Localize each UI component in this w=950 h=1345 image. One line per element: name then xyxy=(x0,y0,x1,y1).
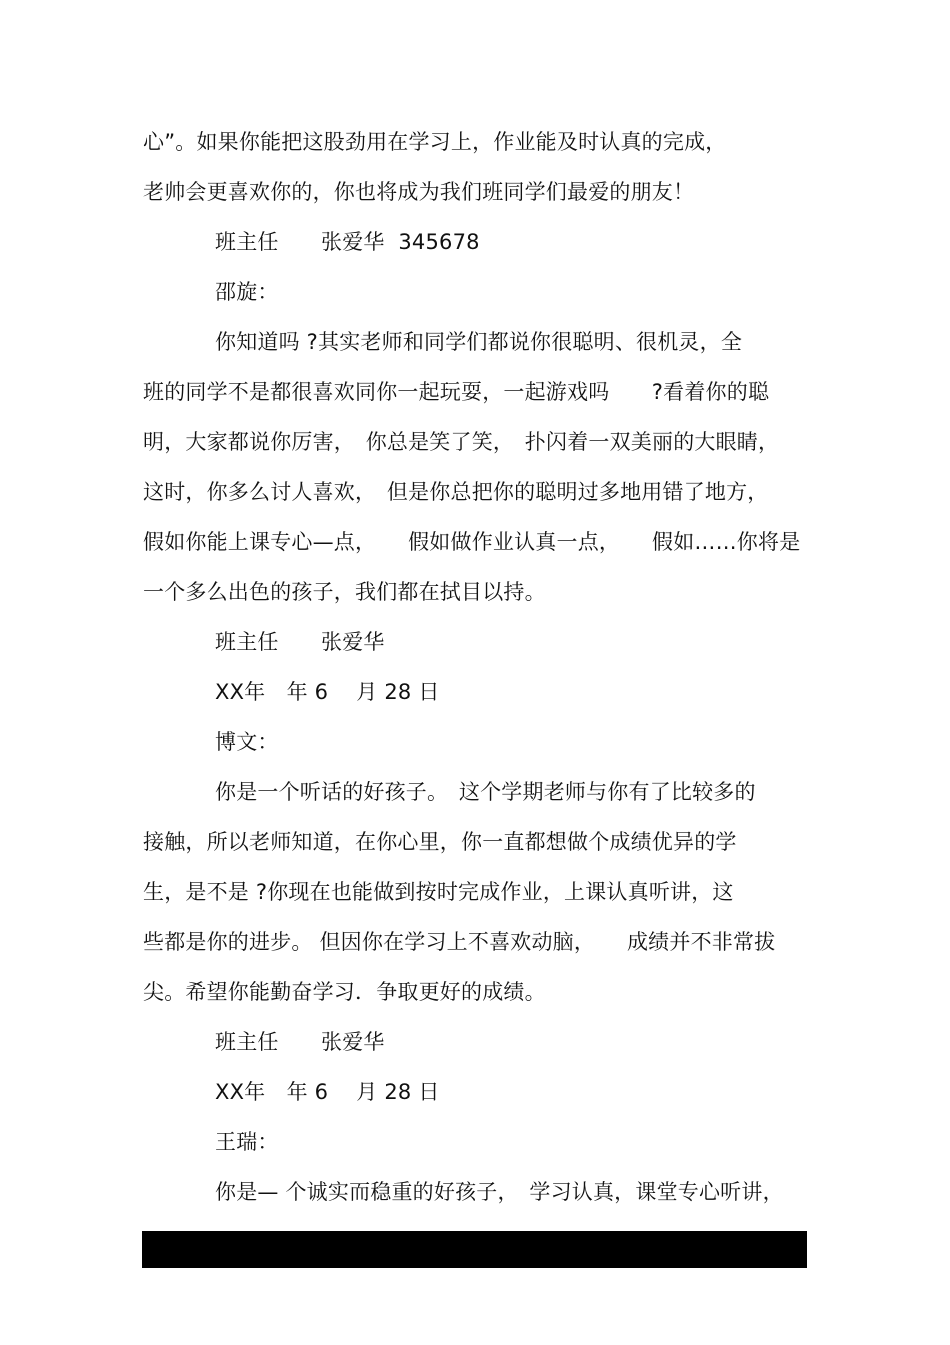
signature-line: 班主任 张爱华 345678 xyxy=(215,230,480,254)
paragraph-line: 你是一个听话的好孩子。 这个学期老师与你有了比较多的 xyxy=(215,780,756,804)
signature-line: 班主任 张爱华 xyxy=(215,1030,385,1054)
redaction-bar xyxy=(142,1231,807,1268)
date-line: XX年 年 6 月 28 日 xyxy=(215,680,440,704)
paragraph-line: 你是— 个诚实而稳重的好孩子， 学习认真，课堂专心听讲， xyxy=(215,1180,784,1204)
paragraph-line: 你知道吗 ?其实老师和同学们都说你很聪明、很机灵，全 xyxy=(215,330,743,354)
paragraph-line: 心”。如果你能把这股劲用在学习上，作业能及时认真的完成， xyxy=(143,130,727,154)
paragraph-line: 这时，你多么讨人喜欢， 但是你总把你的聪明过多地用错了地方， xyxy=(143,480,769,504)
paragraph-line: 假如你能上课专心—点， 假如做作业认真一点， 假如……你将是 xyxy=(143,530,801,554)
paragraph-line: 老帅会更喜欢你的，你也将成为我们班同学们最爱的朋友！ xyxy=(143,180,695,204)
paragraph-line: 生，是不是 ?你现在也能做到按时完成作业，上课认真听讲，这 xyxy=(143,880,734,904)
paragraph-line: 班的同学不是都很喜欢同你一起玩耍，一起游戏吗 ?看着你的聪 xyxy=(143,380,770,404)
paragraph-line: 接触，所以老师知道，在你心里，你一直都想做个成绩优异的学 xyxy=(143,830,737,854)
date-line: XX年 年 6 月 28 日 xyxy=(215,1080,440,1104)
paragraph-line: 尖。希望你能勤奋学习．争取更好的成绩。 xyxy=(143,980,546,1004)
student-name-heading: 博文： xyxy=(215,730,279,754)
signature-line: 班主任 张爱华 xyxy=(215,630,385,654)
student-name-heading: 王瑞： xyxy=(215,1130,279,1154)
paragraph-line: 一个多么出色的孩子，我们都在拭目以持。 xyxy=(143,580,546,604)
student-name-heading: 邵旋： xyxy=(215,280,279,304)
paragraph-line: 明，大家都说你厉害， 你总是笑了笑， 扑闪着一双美丽的大眼睛， xyxy=(143,430,780,454)
paragraph-line: 些都是你的进步。 但因你在学习上不喜欢动脑， 成绩并不非常拔 xyxy=(143,930,776,954)
